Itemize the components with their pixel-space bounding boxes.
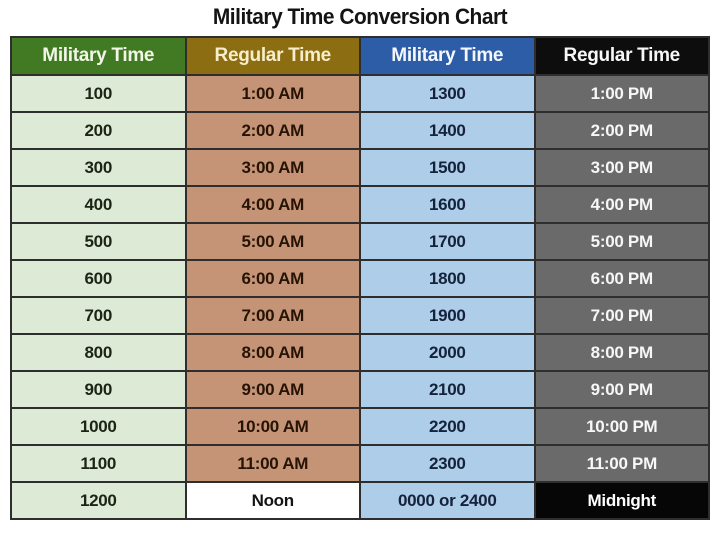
table-cell: 1800: [360, 260, 535, 297]
table-cell: 1000: [11, 408, 186, 445]
table-cell: 8:00 PM: [535, 334, 710, 371]
table-cell: 700: [11, 297, 186, 334]
table-cell: 300: [11, 149, 186, 186]
table-cell: 1700: [360, 223, 535, 260]
table-row: [11, 445, 709, 482]
table-cell: 9:00 PM: [535, 371, 710, 408]
table-row: [11, 75, 709, 112]
table-cell: 7:00 AM: [186, 297, 361, 334]
table-row: [11, 297, 709, 334]
table-cell: 10:00 PM: [535, 408, 710, 445]
table-row: [11, 260, 709, 297]
table-cell: Midnight: [535, 482, 710, 519]
table-cell: 5:00 PM: [535, 223, 710, 260]
table-cell: 10:00 AM: [186, 408, 361, 445]
table-cell: 8:00 AM: [186, 334, 361, 371]
header-cell-regular-time-3: Regular Time: [535, 37, 710, 75]
table-cell: 5:00 AM: [186, 223, 361, 260]
table-cell: 1900: [360, 297, 535, 334]
table-cell: 9:00 AM: [186, 371, 361, 408]
table-cell: 6:00 PM: [535, 260, 710, 297]
table-header: [11, 37, 709, 75]
table-cell: 1:00 PM: [535, 75, 710, 112]
table-body: [11, 75, 709, 519]
table-row: [11, 149, 709, 186]
table-cell: 2300: [360, 445, 535, 482]
table-cell: 1300: [360, 75, 535, 112]
table-cell: 800: [11, 334, 186, 371]
table-cell: 600: [11, 260, 186, 297]
table-cell: 200: [11, 112, 186, 149]
table-cell: 1100: [11, 445, 186, 482]
table-cell: 7:00 PM: [535, 297, 710, 334]
header-cell-military-time-0: Military Time: [11, 37, 186, 75]
table-row: [11, 112, 709, 149]
header-cell-regular-time-1: Regular Time: [186, 37, 361, 75]
table-row: [11, 223, 709, 260]
page-title: Military Time Conversion Chart: [212, 4, 508, 29]
table-cell: 2100: [360, 371, 535, 408]
table-cell: 1600: [360, 186, 535, 223]
table-cell: 4:00 AM: [186, 186, 361, 223]
header-row: [11, 37, 709, 75]
table-cell: 2:00 AM: [186, 112, 361, 149]
table-cell: 2:00 PM: [535, 112, 710, 149]
table-cell: 6:00 AM: [186, 260, 361, 297]
table-cell: 0000 or 2400: [360, 482, 535, 519]
table-cell: 3:00 PM: [535, 149, 710, 186]
table-row: [11, 186, 709, 223]
table-cell: 900: [11, 371, 186, 408]
table-cell: 2000: [360, 334, 535, 371]
table-cell: 1:00 AM: [186, 75, 361, 112]
conversion-table: [10, 36, 710, 520]
table-cell: 1400: [360, 112, 535, 149]
table-row: [11, 334, 709, 371]
table-cell: 1500: [360, 149, 535, 186]
table-cell: 11:00 PM: [535, 445, 710, 482]
table-cell: Noon: [186, 482, 361, 519]
table-cell: 500: [11, 223, 186, 260]
table-row: [11, 408, 709, 445]
table-cell: 3:00 AM: [186, 149, 361, 186]
table-cell: 4:00 PM: [535, 186, 710, 223]
header-cell-military-time-2: Military Time: [360, 37, 535, 75]
table-cell: 2200: [360, 408, 535, 445]
table-cell: 11:00 AM: [186, 445, 361, 482]
table-row: [11, 371, 709, 408]
table-row: [11, 482, 709, 519]
table-cell: 400: [11, 186, 186, 223]
table-cell: 100: [11, 75, 186, 112]
table-cell: 1200: [11, 482, 186, 519]
